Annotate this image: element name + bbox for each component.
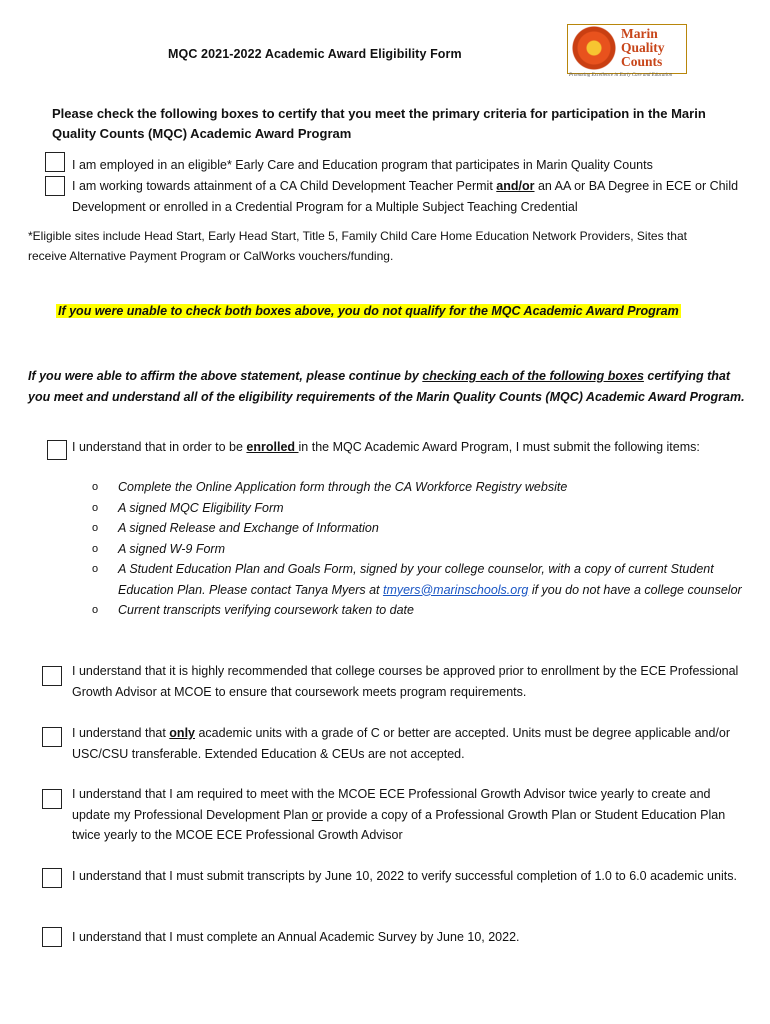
enrollment-items-statement bbox=[72, 437, 752, 458]
list-item-text: A signed W-9 Form bbox=[118, 541, 225, 556]
permit-text-a: I am working towards attainment of a CA Child Development Teacher Permit bbox=[72, 179, 497, 193]
permit-statement bbox=[72, 176, 752, 217]
req1-text-c: in the MQC Academic Award Program, I must submit the following items: bbox=[298, 440, 700, 454]
req1-text-a: I understand that in order to be bbox=[72, 440, 247, 454]
flower-icon bbox=[569, 25, 619, 71]
marin-quality-counts-logo bbox=[567, 24, 687, 80]
logo-line-1: Marin bbox=[621, 26, 658, 41]
permit-checkbox[interactable] bbox=[45, 176, 65, 196]
req3-only: only bbox=[169, 726, 195, 740]
list-item bbox=[92, 539, 752, 560]
req3-text-c: academic units with a grade of C or better are accepted. Units must be degree applicable and/or USC/CSU transferable. Extended Education & CEUs are not accepted. bbox=[72, 726, 731, 761]
course-approval-checkbox[interactable] bbox=[42, 666, 62, 686]
list-item bbox=[92, 498, 752, 519]
list-item-text: if you do not have a college counselor bbox=[528, 582, 742, 597]
list-item-text: A signed MQC Eligibility Form bbox=[118, 500, 284, 515]
permit-text-c: an AA or BA Degree in ECE or Child Development or enrolled in a Credential Program for a Multiple Subject Teaching Credential bbox=[72, 179, 739, 214]
transcripts-statement: I understand that I must submit transcripts by June 10, 2022 to verify successful completion of 1.0 to 6.0 academic units. bbox=[72, 869, 737, 883]
eligible-sites-note: *Eligible sites include Head Start, Early Head Start, Title 5, Family Child Care Home Education Network Providers, Sites that receive Alternative Payment Program or CalWorks vouchers/funding. bbox=[28, 229, 687, 263]
form-title: MQC 2021-2022 Academic Award Eligibility Form bbox=[168, 47, 462, 61]
list-item-text: Complete the Online Application form through the CA Workforce Registry website bbox=[118, 480, 568, 494]
req1-enrolled: enrolled bbox=[246, 440, 299, 454]
email-link[interactable]: tmyers@marinschools.org bbox=[382, 582, 529, 597]
req3-text-a: I understand that bbox=[72, 726, 170, 740]
disqualification-warning: If you were unable to check both boxes above, you do not qualify for the MQC Academic Award Program bbox=[58, 304, 679, 318]
list-item bbox=[92, 600, 752, 621]
list-item-text: Current transcripts verifying coursework taken to date bbox=[118, 603, 414, 617]
bullet-icon: o bbox=[92, 501, 99, 514]
affirm-text-c: certifying that you meet and understand all of the eligibility requirements of the Marin Quality Counts (MQC) Academic Award Program. bbox=[28, 369, 745, 404]
logo-line-2: Quality bbox=[621, 40, 665, 55]
required-items-list bbox=[92, 477, 752, 621]
affirm-text-b: checking each of the following boxes bbox=[422, 369, 644, 383]
advisor-meeting-statement bbox=[72, 784, 752, 846]
intro-instructions: Please check the following boxes to certify that you meet the primary criteria for participation in the Marin Quality Counts (MQC) Academic Award Program bbox=[52, 106, 706, 141]
logo-wordmark bbox=[621, 27, 665, 69]
course-approval-statement: I understand that it is highly recommended that college courses be approved prior to enrollment by the ECE Professional Growth Advisor at MCOE to ensure that coursework meets program requirements. bbox=[72, 664, 739, 699]
bullet-icon: o bbox=[92, 604, 99, 616]
affirmation-instructions bbox=[28, 366, 750, 407]
list-item bbox=[92, 518, 752, 539]
req4-text-c: provide a copy of a Professional Growth Plan or Student Education Plan twice yearly to the MCOE ECE Professional Growth Advisor bbox=[72, 807, 726, 842]
survey-checkbox[interactable] bbox=[42, 927, 62, 947]
grade-requirement-checkbox[interactable] bbox=[42, 727, 62, 747]
bullet-icon: o bbox=[92, 481, 99, 493]
survey-statement: I understand that I must complete an Annual Academic Survey by June 10, 2022. bbox=[72, 930, 520, 944]
grade-requirement-statement bbox=[72, 723, 752, 764]
enrollment-items-checkbox[interactable] bbox=[47, 440, 67, 460]
advisor-meeting-checkbox[interactable] bbox=[42, 789, 62, 809]
bullet-icon: o bbox=[92, 522, 99, 534]
list-item bbox=[92, 477, 752, 498]
req4-or: or bbox=[311, 807, 323, 822]
employed-checkbox[interactable] bbox=[45, 152, 65, 172]
logo-tagline: Promoting Excellence in Early Care and Education bbox=[569, 73, 673, 78]
req4-text-a: I understand that I am required to meet with the MCOE ECE Professional Growth Advisor twice yearly to create and update my Professional Development Plan bbox=[72, 787, 711, 822]
logo-line-3: Counts bbox=[621, 54, 663, 69]
list-item-text: A Student Education Plan and Goals Form, signed by your college counselor, with a copy of current Student Education Plan. Please contact Tanya Myers at bbox=[118, 562, 714, 597]
bullet-icon: o bbox=[92, 542, 99, 555]
transcripts-checkbox[interactable] bbox=[42, 868, 62, 888]
employed-statement: I am employed in an eligible* Early Care and Education program that participates in Marin Quality Counts bbox=[72, 158, 653, 172]
affirm-text-a: If you were able to affirm the above statement, please continue by bbox=[28, 369, 423, 383]
permit-and-or: and/or bbox=[496, 179, 535, 193]
list-item-text: A signed Release and Exchange of Information bbox=[118, 521, 379, 535]
list-item bbox=[92, 559, 752, 600]
bullet-icon: o bbox=[92, 563, 99, 575]
